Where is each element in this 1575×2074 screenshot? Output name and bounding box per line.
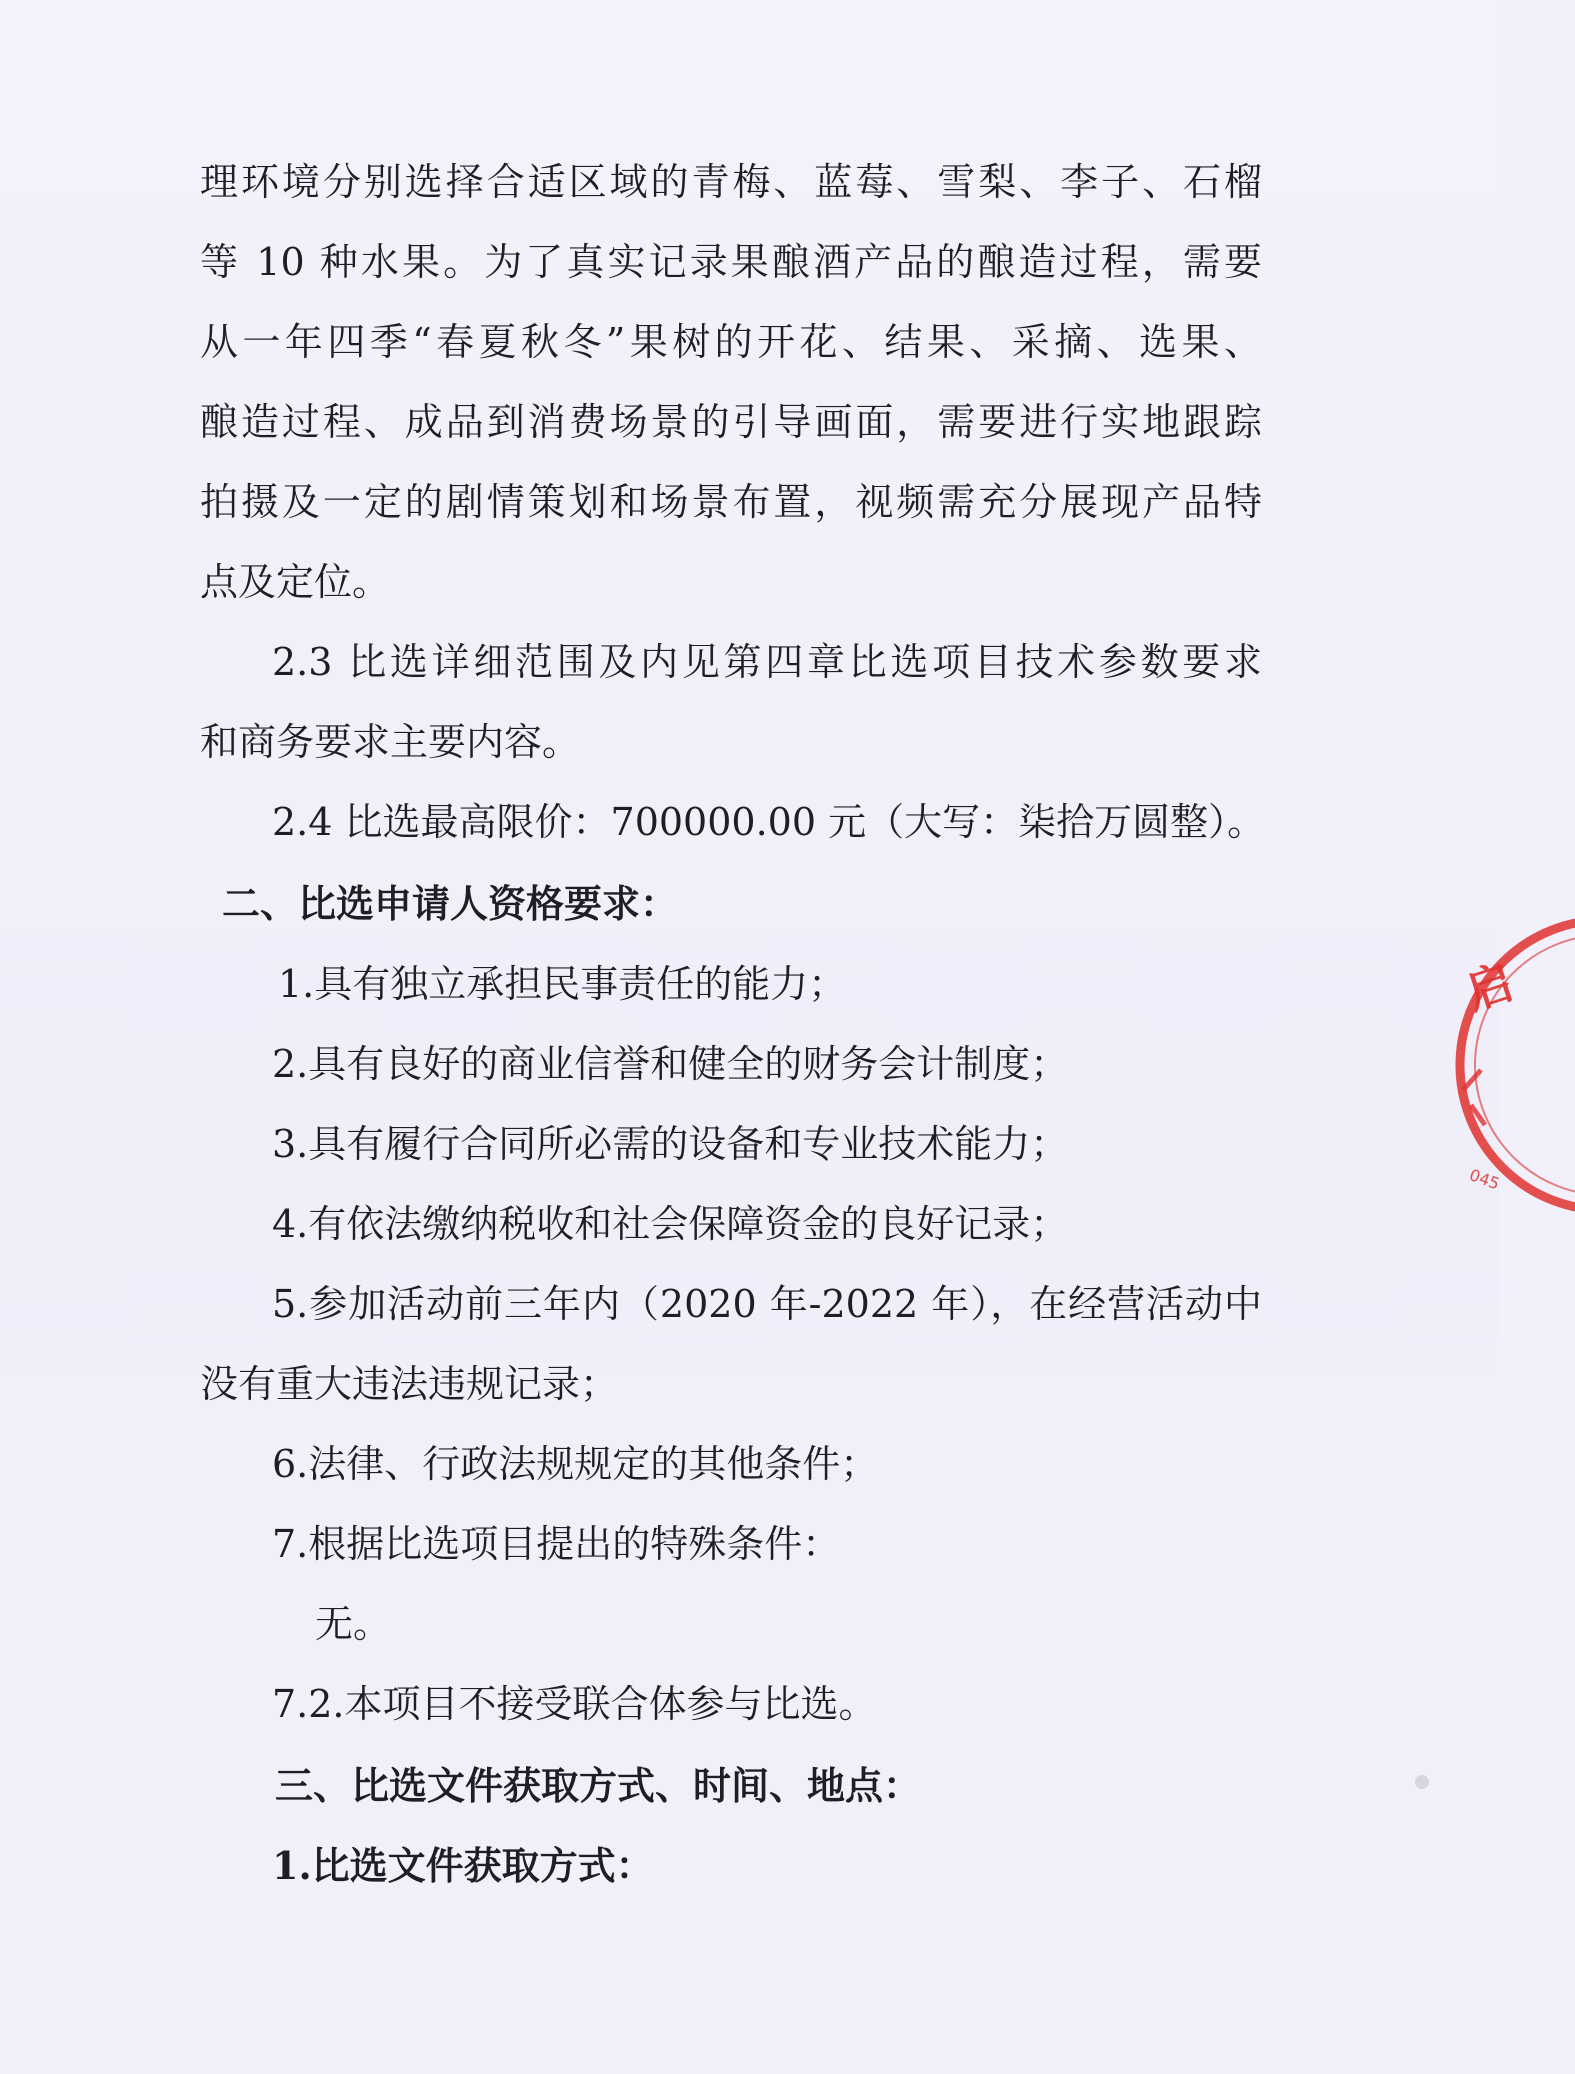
intro-line-4: 酿造过程、成品到消费场景的引导画面，需要进行实地跟踪 xyxy=(200,400,1262,444)
item-2-3-line-1: 2.3 比选详细范围及内见第四章比选项目技术参数要求 xyxy=(272,640,1262,684)
section-2-item-1: 1.具有独立承担民事责任的能力； xyxy=(278,962,847,1006)
section-2-item-2: 2.具有良好的商业信誉和健全的财务会计制度； xyxy=(272,1042,1069,1086)
intro-line-2: 等 10 种水果。为了真实记录果酿酒产品的酿造过程，需要 xyxy=(200,240,1262,284)
section-2-item-5-line-1: 5.参加活动前三年内（2020 年-2022 年），在经营活动中 xyxy=(272,1282,1262,1326)
section-3-item-1: 1.比选文件获取方式： xyxy=(272,1843,654,1888)
intro-line-1: 理环境分别选择合适区域的青梅、蓝莓、雪梨、李子、石榴 xyxy=(200,160,1262,204)
item-2-4-max-price: 2.4 比选最高限价：700000.00 元（大写：柒拾万圆整）。 xyxy=(272,800,1266,844)
seal-digits-text: 045 xyxy=(1466,1165,1503,1194)
section-2-item-5-line-2: 没有重大违法违规记录； xyxy=(200,1362,619,1406)
section-2-item-6: 6.法律、行政法规规定的其他条件； xyxy=(272,1442,879,1486)
item-2-3-line-2: 和商务要求主要内容。 xyxy=(200,720,581,764)
section-3-heading: 三、比选文件获取方式、时间、地点： xyxy=(275,1763,922,1808)
section-2-item-3: 3.具有履行合同所必需的设备和专业技术能力； xyxy=(272,1122,1069,1166)
section-2-item-7-value: 无。 xyxy=(315,1602,392,1646)
section-2-item-7: 7.根据比选项目提出的特殊条件： xyxy=(272,1522,841,1566)
official-seal-stamp xyxy=(1455,905,1575,1225)
seal-fragment-text: 启 xyxy=(1459,954,1521,1020)
intro-line-3: 从一年四季“春夏秋冬”果树的开花、结果、采摘、选果、 xyxy=(200,320,1262,364)
paper-speck xyxy=(1415,1775,1429,1789)
section-2-item-7-2: 7.2.本项目不接受联合体参与比选。 xyxy=(272,1682,877,1726)
intro-line-6: 点及定位。 xyxy=(200,560,391,604)
section-2-item-4: 4.有依法缴纳税收和社会保障资金的良好记录； xyxy=(272,1202,1069,1246)
intro-line-5: 拍摄及一定的剧情策划和场景布置，视频需充分展现产品特 xyxy=(200,480,1262,524)
section-2-heading: 二、比选申请人资格要求： xyxy=(222,881,679,926)
